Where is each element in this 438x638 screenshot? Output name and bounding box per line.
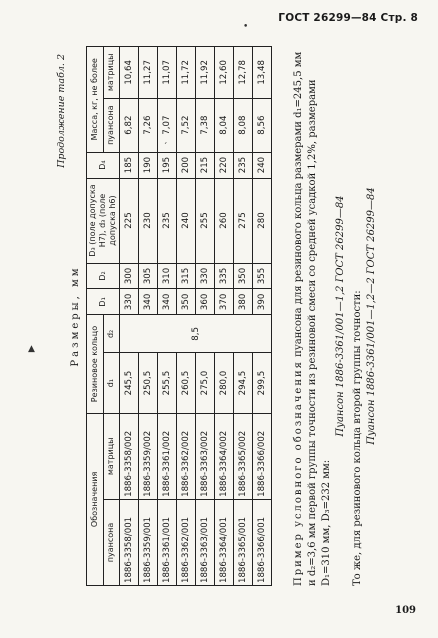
D2-cell: 310 — [158, 263, 177, 289]
page-number: 109 — [395, 605, 416, 616]
mass-punch-cell: 7,52 — [177, 98, 196, 152]
example-text: пуансона для резинового кольца размерами d₁=245,5 мм и d₂=3,6 мм первой группы точности из резиновой смеси со средней усадкой 1,2%, размерами D₁=310 мм, D₃=232 мм: — [293, 51, 332, 586]
punch-cell: 1886-3366/001 — [253, 499, 272, 585]
punch-cell: 1886-3364/001 — [215, 499, 234, 585]
punch-cell: 1886-3358/001 — [120, 499, 139, 585]
punch-cell: 1886-3365/001 — [234, 499, 253, 585]
D4-cell: 185 — [120, 152, 139, 178]
D1-cell: 340 — [158, 289, 177, 315]
D3-cell: 240 — [177, 178, 196, 263]
mass-matrix-cell: 11,72 — [177, 47, 196, 99]
D1-cell: 380 — [234, 289, 253, 315]
table-caption: Размеры, мм — [70, 265, 81, 367]
mass-punch-cell: 8,08 — [234, 98, 253, 152]
mass-punch-cell: 7,26 — [139, 98, 158, 152]
D3-cell: 260 — [215, 178, 234, 263]
matrix-cell: 1886-3362/002 — [177, 413, 196, 499]
matrix-cell: 1886-3364/002 — [215, 413, 234, 499]
mass-punch-cell: 8,56 — [253, 98, 272, 152]
d2-header: d₂ — [103, 315, 120, 353]
scan-mark: ▲ — [28, 344, 35, 354]
D3-cell: 255 — [196, 178, 215, 263]
mass-matrix-cell: 12,60 — [215, 47, 234, 99]
D3-cell: 275 — [234, 178, 253, 263]
d1-cell: 260,5 — [177, 353, 196, 413]
D2-cell: 355 — [253, 263, 272, 289]
D4-cell: 190 — [139, 152, 158, 178]
D4-cell: 195 — [158, 152, 177, 178]
matrix-cell: 1886-3359/002 — [139, 413, 158, 499]
punch-cell: 1886-3362/001 — [177, 499, 196, 585]
D2-cell: 330 — [196, 263, 215, 289]
D3-header: D₃ (поле допуска H7), d₃ (поле допуска h6) — [87, 178, 120, 263]
D1-cell: 350 — [177, 289, 196, 315]
mass-matrix-header: матрицы — [103, 47, 120, 99]
D1-cell: 340 — [139, 289, 158, 315]
d2-cell: 8,5 — [120, 315, 272, 353]
punch-cell: 1886-3359/001 — [139, 499, 158, 585]
rotated-table-block — [54, 46, 384, 586]
example-text-2: То же, для резинового кольца второй группы точности: — [352, 290, 363, 586]
punch-cell: 1886-3361/001 — [158, 499, 177, 585]
example-lead: Пример условного обозначения — [293, 360, 304, 586]
example-designation-1: Пуансон 1886-3361/001—1,2 ГОСТ 26299—84 — [335, 195, 346, 437]
dimensions-table — [86, 46, 272, 586]
D1-cell: 370 — [215, 289, 234, 315]
D1-cell: 330 — [120, 289, 139, 315]
designation-header: Обозначения — [87, 413, 104, 585]
matrix-cell: 1886-3358/002 — [120, 413, 139, 499]
d1-cell: 245,5 — [120, 353, 139, 413]
designation-example — [292, 46, 379, 586]
matrix-cell: 1886-3361/002 — [158, 413, 177, 499]
D1-cell: 360 — [196, 289, 215, 315]
ring-header: Резиновое кольцо — [87, 315, 104, 413]
d1-cell: 275,0 — [196, 353, 215, 413]
d1-cell: 250,5 — [139, 353, 158, 413]
mass-punch-cell: 8,04 — [215, 98, 234, 152]
matrix-header: матрицы — [103, 413, 120, 499]
page-header: ГОСТ 26299—84 Стр. 8 — [278, 12, 418, 24]
D2-cell: 335 — [215, 263, 234, 289]
D1-cell: 390 — [253, 289, 272, 315]
D2-cell: 350 — [234, 263, 253, 289]
D4-header: D₄ — [87, 152, 120, 178]
example-designation-2: Пуансон 1886-3361/001—1,2—2 ГОСТ 26299—84 — [366, 187, 377, 445]
D4-cell: 215 — [196, 152, 215, 178]
D4-cell: 240 — [253, 152, 272, 178]
mass-punch-cell: 7,38 — [196, 98, 215, 152]
d1-cell: 280,0 — [215, 353, 234, 413]
mass-punch-cell: 6,82 — [120, 98, 139, 152]
D4-cell: 200 — [177, 152, 196, 178]
punch-cell: 1886-3363/001 — [196, 499, 215, 585]
d1-cell: 294,5 — [234, 353, 253, 413]
d1-cell: 299,5 — [253, 353, 272, 413]
D2-cell: 315 — [177, 263, 196, 289]
D3-cell: 280 — [253, 178, 272, 263]
matrix-cell: 1886-3366/002 — [253, 413, 272, 499]
table-continuation-label: Продолжение табл. 2 — [56, 54, 67, 168]
matrix-cell: 1886-3365/002 — [234, 413, 253, 499]
matrix-cell: 1886-3363/002 — [196, 413, 215, 499]
D3-cell: 225 — [120, 178, 139, 263]
mass-matrix-cell: 10,64 — [120, 47, 139, 99]
table-row — [120, 47, 139, 586]
D4-cell: 220 — [215, 152, 234, 178]
D3-cell: 230 — [139, 178, 158, 263]
mass-matrix-cell: 11,07 — [158, 47, 177, 99]
mass-matrix-cell: 12,78 — [234, 47, 253, 99]
d1-header: d₁ — [103, 353, 120, 413]
D2-cell: 300 — [120, 263, 139, 289]
mass-matrix-cell: 11,92 — [196, 47, 215, 99]
scan-mark: ˊ — [163, 143, 168, 153]
D1-header: D₁ — [87, 289, 120, 315]
mass-matrix-cell: 11,27 — [139, 47, 158, 99]
D2-cell: 305 — [139, 263, 158, 289]
D4-cell: 235 — [234, 152, 253, 178]
D2-header: D₂ — [87, 263, 120, 289]
mass-punch-header: пуансона — [103, 98, 120, 152]
punch-header: пуансона — [103, 499, 120, 585]
mass-punch-cell: 7,07 — [158, 98, 177, 152]
mass-matrix-cell: 13,48 — [253, 47, 272, 99]
scan-mark: • — [243, 22, 249, 32]
d1-cell: 255,5 — [158, 353, 177, 413]
mass-header: Масса, кг, не более — [87, 47, 104, 153]
D3-cell: 235 — [158, 178, 177, 263]
